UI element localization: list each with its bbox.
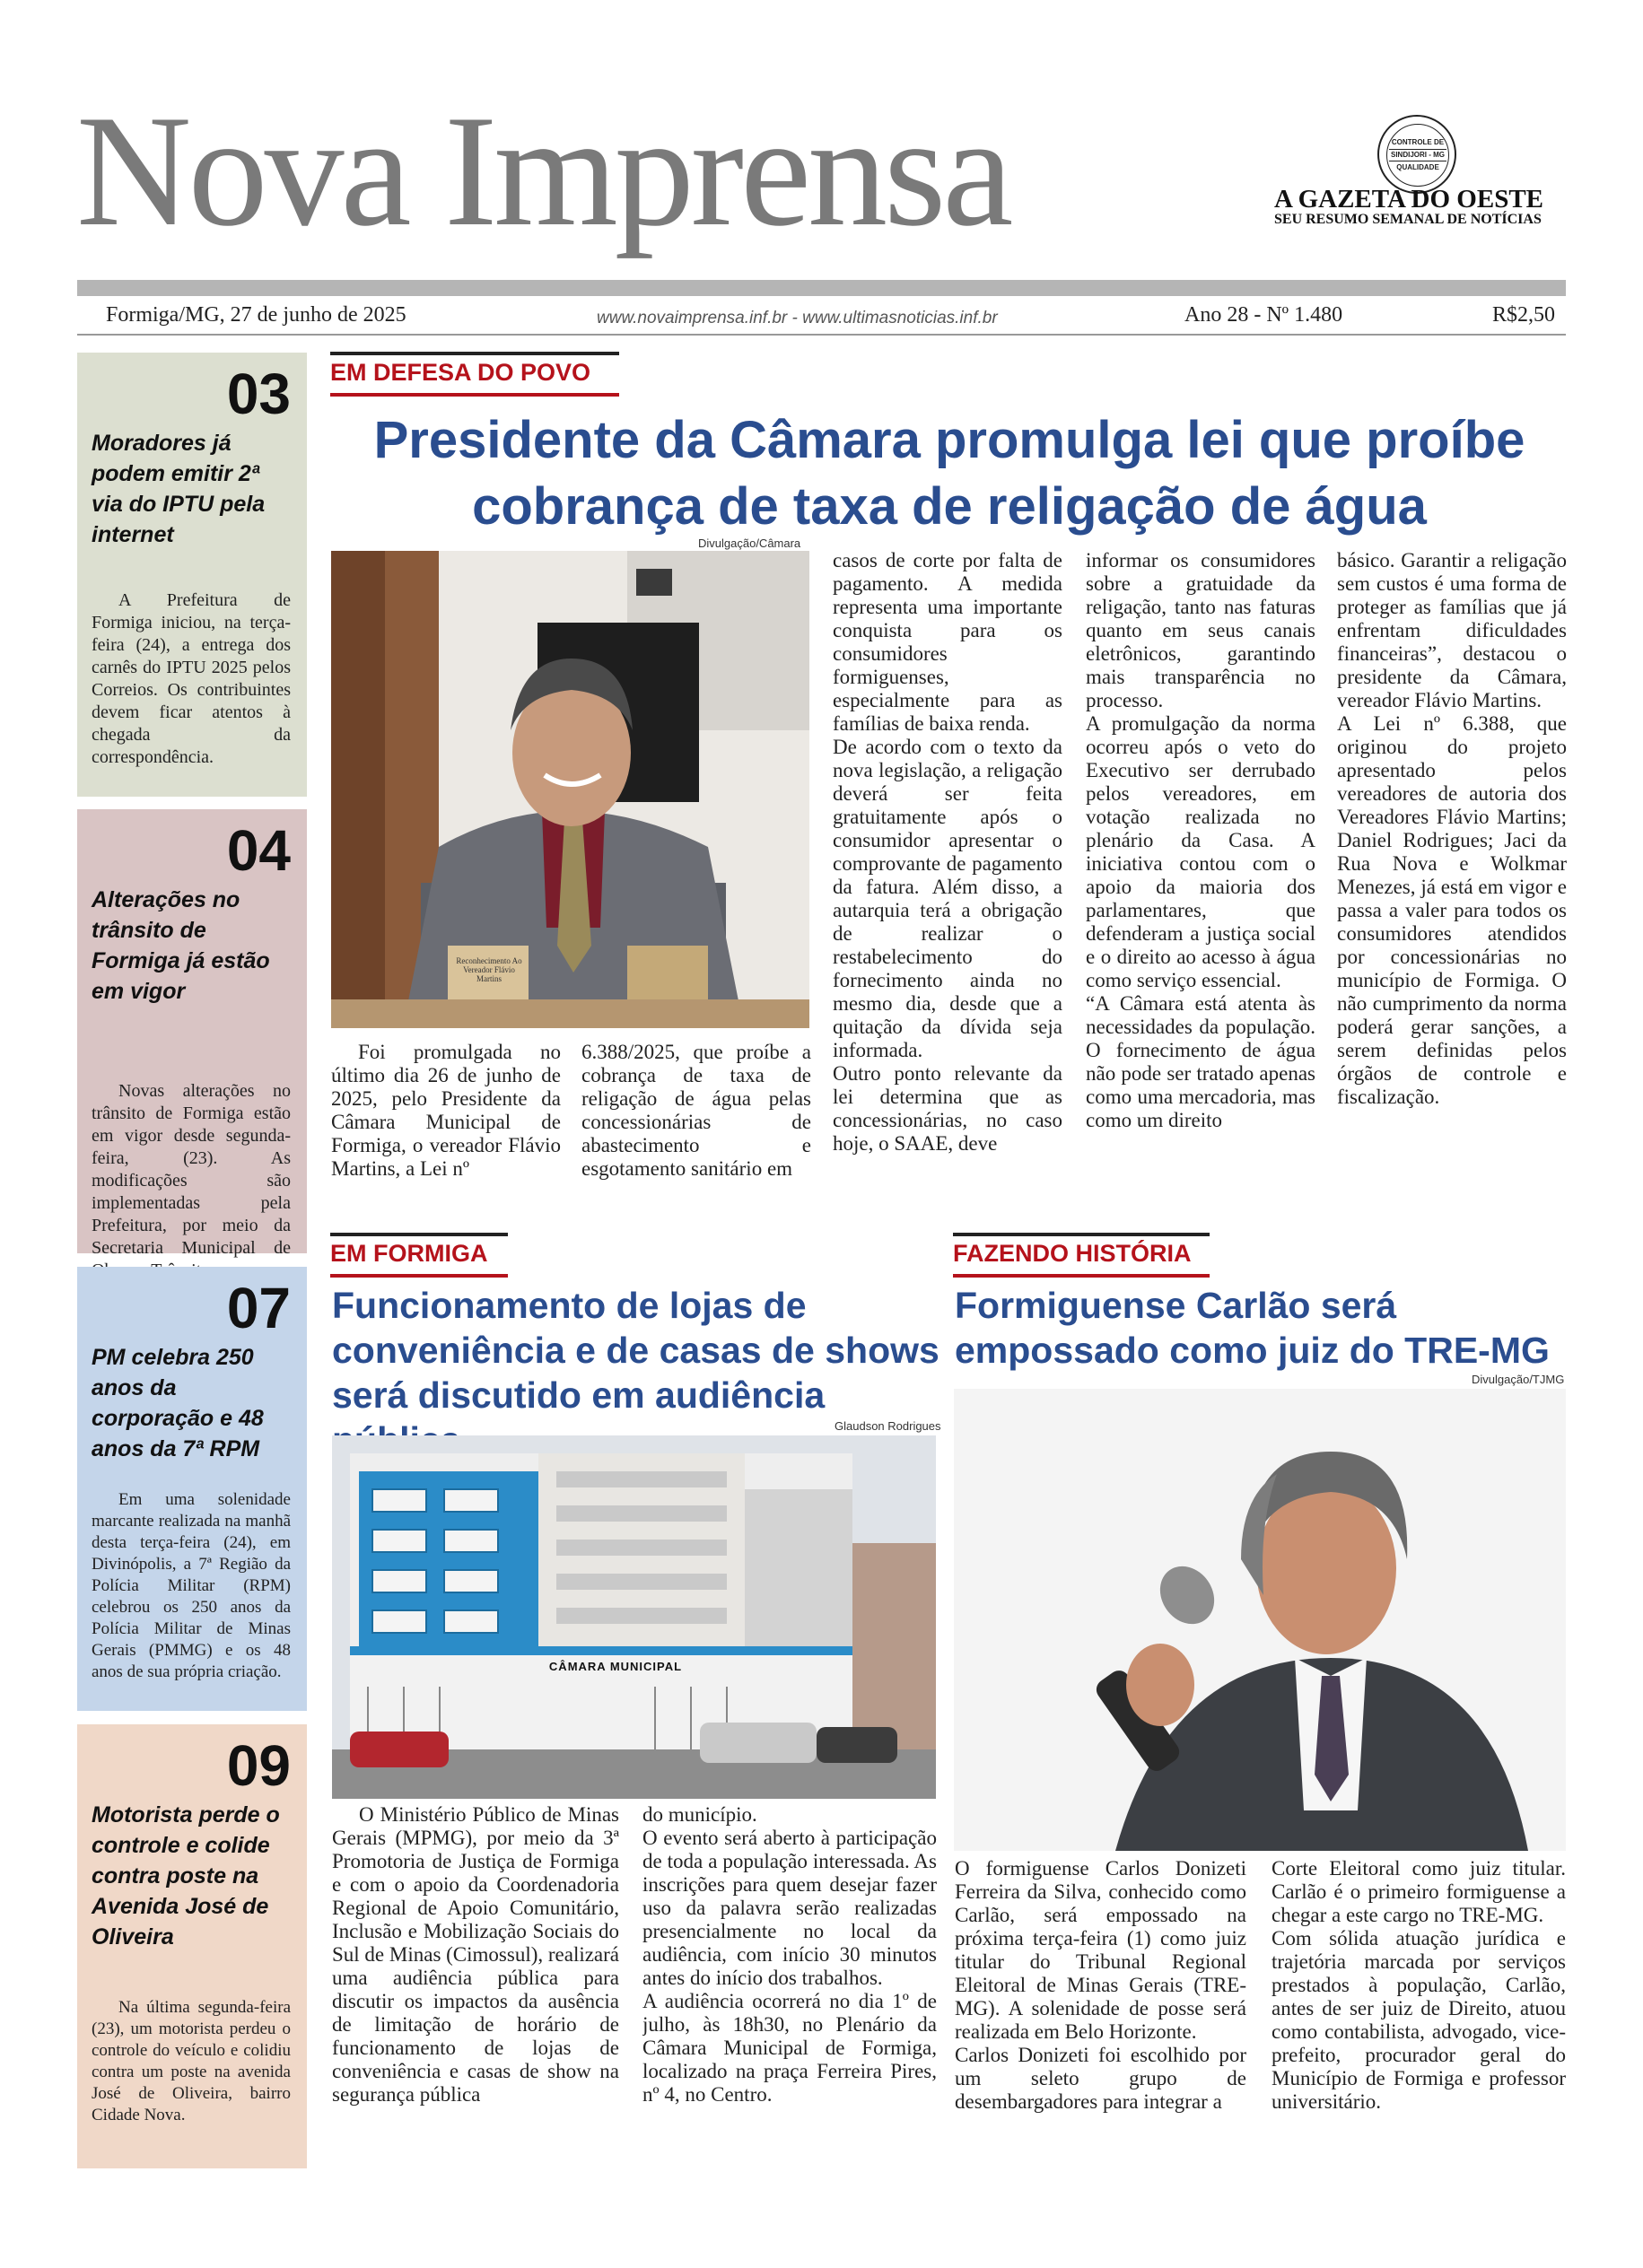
- lead-photo-credit: Divulgação/Câmara: [698, 536, 801, 550]
- sidebar-headline[interactable]: Alterações no trânsito de Formiga já estão em vigor: [92, 887, 270, 1004]
- seal-top-text: CONTROLE DE: [1391, 138, 1445, 146]
- story2-photo: [332, 1435, 936, 1799]
- infobar-rule: [77, 334, 1566, 336]
- sidebar-headline[interactable]: Moradores já podem emitir 2ª via do IPTU pela internet: [92, 431, 266, 547]
- councilman-portrait: [331, 551, 809, 1028]
- building-sign: CÂMARA MUNICIPAL: [548, 1660, 683, 1673]
- lead-column-2-text: 6.388/2025, que proíbe a cobrança de taxa de religação de água pelas concessionárias de abastecimento e esgotamento sanitário em: [581, 1041, 811, 1180]
- masthead-tagline: SEU RESUMO SEMANAL DE NOTÍCIAS: [1274, 212, 1542, 227]
- story3-kicker: FAZENDO HISTÓRIA: [953, 1233, 1210, 1278]
- masthead-title: Nova Imprensa: [76, 82, 1010, 259]
- story3-headline[interactable]: Formiguense Carlão será empossado como juiz do TRE-MG: [955, 1285, 1550, 1371]
- story3-column-2: [1272, 1857, 1566, 2167]
- lead-photo: [331, 551, 809, 1028]
- sidebar-page-number: 09: [226, 1733, 291, 1798]
- lead-column-1-text: Foi promulgada no último dia 26 de junho de 2025, pelo Presidente da Câmara Municipal de Formiga, o vereador Flávio Martins, a Lei nº: [331, 1041, 561, 1180]
- city-hall-building: [332, 1435, 936, 1799]
- lead-column-3-text: casos de corte por falta de pagamento. A medida representa uma importante conquista para os consumidores formiguenses, especialmente para as famílias de baixa renda. De acordo com o texto da nova legislação, a religação deverá ser feita gratuitamente após o consumidor apresentar o comprovante de pagamento da fatura. Além disso, a autarquia terá a obrigação de realizar o restabelecimento do fornecimento ainda no mesmo dia, desde que a quitação da dívida seja informada. Outro ponto relevante da lei determina que as concessionárias, no caso hoje, o SAAE, deve: [833, 549, 1062, 1155]
- price: R$2,50: [1492, 303, 1556, 327]
- story2-column-2: [642, 1803, 937, 2166]
- sidebar-summary: Em uma solenidade marcante realizada na manhã desta terça-feira (24), em Divinópolis, a 7ª Região da Polícia Militar (RPM) celebrou os 250 anos da Polícia Militar de Minas Gerais (PMMG) e os 48 anos de sua própria criação.: [92, 1490, 291, 1681]
- sidebar-page-number: 03: [226, 362, 291, 426]
- story3-photo-credit: Divulgação/TJMG: [1472, 1373, 1565, 1386]
- lead-column-5-text: básico. Garantir a religação sem custos é uma forma de proteger as famílias que já enfrentam dificuldades financeiras”, destacou o presidente da Câmara, vereador Flávio Martins. A Lei nº 6.388, que originou do projeto apresentado pelos vereadores de autoria dos Vereadores Flávio Martins; Daniel Rodrigues; Jaci da Rua Nova e Wolkmar Menezes, já está em vigor e passa a valer para todos os consumidores atendidos por concessionárias no município de Formiga. O não cumprimento da norma poderá gerar sanções, a serem definidas pelos órgãos de controle e fiscalização.: [1337, 549, 1567, 1108]
- lead-kicker: EM DEFESA DO POVO: [330, 352, 619, 397]
- sidebar-summary: Na última segunda-feira (23), um motorista perdeu o controle do veículo e colidiu contra um poste na avenida José de Oliveira, bairro Cidade Nova.: [92, 1998, 291, 2124]
- masthead-rule: [77, 280, 1566, 296]
- judge-portrait: [954, 1389, 1566, 1851]
- story2-kicker: EM FORMIGA: [330, 1233, 508, 1278]
- story2-column-1-text: O Ministério Público de Minas Gerais (MPMG), por meio da 3ª Promotoria de Justiça de Formiga e com o apoio da Coordenadoria Regional de Apoio Comunitário, Inclusão e Mobilização Sociais do Sul de Minas (Cimossul), realizará uma audiência pública para discutir os impactos da ausência de limitação de horário de funcionamento de lojas de conveniência e casas de show na segurança pública: [332, 1803, 619, 2106]
- quality-seal: [1377, 115, 1456, 194]
- story2-column-1: [332, 1803, 619, 2166]
- lead-column-3: [833, 549, 1062, 1199]
- lead-column-1: [331, 1041, 561, 1198]
- story2-headline[interactable]: Funcionamento de lojas de conveniência e de casas de shows será discutido em audiência: [332, 1285, 939, 1416]
- sidebar-page-number: 04: [226, 818, 291, 883]
- sidebar-page-number: 07: [226, 1276, 291, 1340]
- lead-column-2: [581, 1041, 811, 1198]
- lead-column-4-text: informar os consumidores sobre a gratuidade da religação, tanto nas faturas quanto em seus canais eletrônicos, garantindo mais transparência no processo. A promulgação da norma ocorreu após o veto do Executivo ser derrubado pelos vereadores, em votação realizada no plenário da Casa. A iniciativa contou com o apoio da maioria dos parlamentares, que defenderam a justiça social e o direito ao acesso à água como serviço essencial. “A Câmara está atenta às necessidades da população. O fornecimento de água não pode ser tratado apenas como uma mercadoria, mas como um direito: [1086, 549, 1315, 1131]
- plaque-text: Reconhecimento Ao Vereador Flávio Martins: [456, 956, 522, 983]
- lead-column-4: [1086, 549, 1315, 1199]
- sidebar-headline[interactable]: PM celebra 250 anos da corporação e 48 anos da 7ª RPM: [92, 1345, 264, 1461]
- issue-date: Formiga/MG, 27 de junho de 2025: [106, 303, 406, 327]
- sidebar-box-09[interactable]: [77, 1724, 307, 2168]
- story3-column-1-text: O formiguense Carlos Donizeti Ferreira da Silva, conhecido como Carlão, será empossado na próxima terça-feira (1) como juiz titular do Tribunal Regional Eleitoral de Minas Gerais (TRE-MG). A solenidade de posse será realizada em Belo Horizonte. Carlos Donizeti foi escolhido por um seleto grupo de desembargadores para integrar a: [955, 1857, 1246, 2113]
- lead-headline[interactable]: Presidente da Câmara promulga lei que proíbe cobrança de taxa de religação de água: [373, 411, 1525, 536]
- story3-column-1: [955, 1857, 1246, 2167]
- sidebar-summary: A Prefeitura de Formiga iniciou, na terça-feira (24), a entrega dos carnês do IPTU 2025 pelos Correios. Os contribuintes devem ficar atentos à chegada da correspondência.: [92, 590, 291, 767]
- sidebar-headline[interactable]: Motorista perde o controle e colide contra poste na Avenida José de Oliveira: [92, 1802, 280, 1950]
- seal-bottom-text: QUALIDADE: [1396, 163, 1439, 171]
- seal-mid-text: SINDIJORI - MG: [1389, 149, 1446, 161]
- story2-photo-credit: Glaudson Rodrigues: [835, 1419, 941, 1433]
- story2-column-2-text: do município. O evento será aberto à participação de toda a população interessada. As inscrições para quem desejar fazer uso da palavra serão realizadas presencialmente no local da audiência, com início 30 minutos antes do início dos trabalhos. A audiência ocorrerá no dia 1º de julho, às 18h30, no Plenário da Câmara Municipal de Formiga, localizado na praça Ferreira Pires, nº 4, no Centro.: [642, 1803, 937, 2106]
- sidebar-box-04[interactable]: [77, 809, 307, 1258]
- story3-column-2-text: Corte Eleitoral como juiz titular. Carlão é o primeiro formiguense a chegar a este cargo no TRE-MG. Com sólida atuação jurídica e trajetória marcada por serviços prestados à população, Carlão, antes de ser juiz de Direito, atuou como contabilista, advogado, vice-prefeito, procurador geral do Município de Formiga e professor universitário.: [1272, 1857, 1566, 2113]
- story3-photo: [954, 1389, 1566, 1851]
- lead-column-5: [1337, 549, 1567, 1199]
- sidebar-box-07[interactable]: [77, 1267, 307, 1711]
- edition-number: Ano 28 - Nº 1.480: [1184, 303, 1343, 327]
- sidebar-summary: Novas alterações no trânsito de Formiga estão em vigor desde segunda-feira, (23). As modificações são implementadas pela Prefeitura, por meio da Secretaria Municipal de: [92, 1081, 291, 1258]
- sidebar-box-03[interactable]: [77, 353, 307, 797]
- masthead-subtitle: A GAZETA DO OESTE: [1274, 185, 1544, 214]
- website-urls[interactable]: www.novaimprensa.inf.br - www.ultimasnoticias.inf.br: [597, 309, 998, 327]
